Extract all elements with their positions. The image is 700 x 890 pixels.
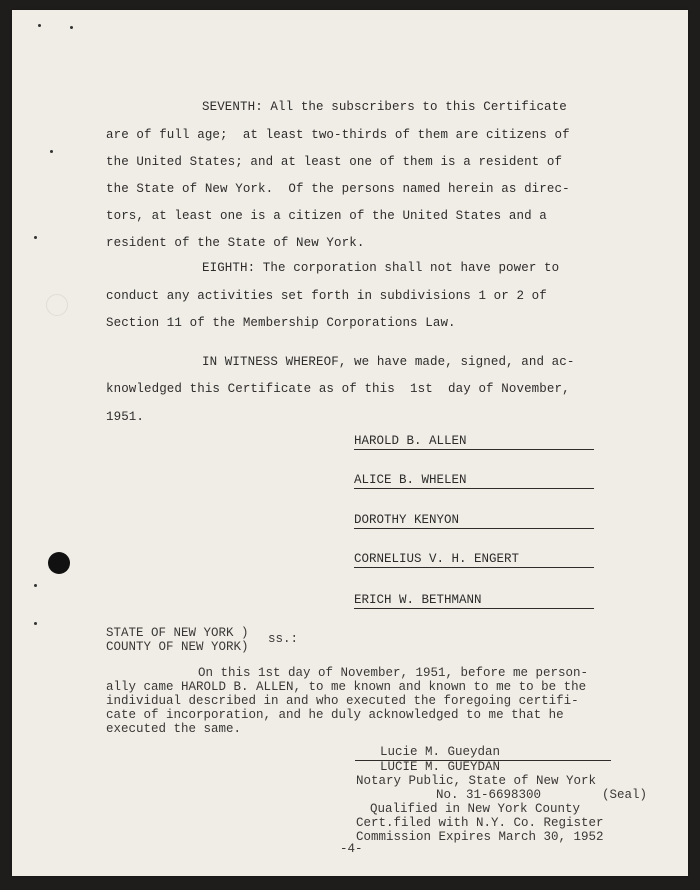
seventh-line: tors, at least one is a citizen of the United States and a bbox=[106, 209, 547, 223]
venue-county: COUNTY OF NEW YORK) bbox=[106, 640, 249, 654]
seventh-line: are of full age; at least two-thirds of them are citizens of bbox=[106, 128, 570, 142]
seventh-line: the State of New York. Of the persons named herein as direc- bbox=[106, 182, 570, 196]
acknowledgment-line: executed the same. bbox=[106, 722, 242, 736]
witness-line: 1951. bbox=[106, 410, 145, 424]
notary-name: LUCIE M. GUEYDAN bbox=[380, 760, 501, 774]
punch-hole-mark bbox=[46, 294, 68, 316]
margin-dot bbox=[38, 24, 41, 27]
witness-line: IN WITNESS WHEREOF, we have made, signed, and ac- bbox=[202, 355, 575, 369]
margin-dot bbox=[50, 150, 53, 153]
signatory-name: CORNELIUS V. H. ENGERT bbox=[354, 552, 520, 566]
notary-signature: Lucie M. Gueydan bbox=[380, 745, 501, 759]
acknowledgment-line: individual described in and who executed the foregoing certifi- bbox=[106, 694, 579, 708]
signature-line bbox=[354, 592, 594, 609]
signature-line bbox=[354, 472, 594, 489]
seventh-line: resident of the State of New York. bbox=[106, 236, 365, 250]
acknowledgment-line: cate of incorporation, and he duly acknowledged to me that he bbox=[106, 708, 564, 722]
eighth-line: Section 11 of the Membership Corporations Law. bbox=[106, 316, 456, 330]
notary-cert-filed: Cert.filed with N.Y. Co. Register bbox=[356, 816, 604, 830]
notary-expires: Commission Expires March 30, 1952 bbox=[356, 830, 604, 844]
margin-dot bbox=[70, 26, 73, 29]
margin-dot bbox=[34, 584, 37, 587]
document-page bbox=[12, 10, 688, 876]
notary-qualified: Qualified in New York County bbox=[370, 802, 581, 816]
acknowledgment-line: On this 1st day of November, 1951, before me person- bbox=[198, 666, 589, 680]
venue-ss: ss.: bbox=[268, 632, 299, 646]
notary-title: Notary Public, State of New York bbox=[356, 774, 597, 788]
notary-number: No. 31-6698300 bbox=[436, 788, 542, 802]
signatory-name: ALICE B. WHELEN bbox=[354, 473, 467, 487]
witness-line: knowledged this Certificate as of this 1st day of November, bbox=[106, 382, 570, 396]
page-number: -4- bbox=[340, 842, 363, 856]
margin-dot bbox=[34, 236, 37, 239]
eighth-line: EIGHTH: The corporation shall not have power to bbox=[202, 261, 560, 275]
signature-line bbox=[354, 433, 594, 450]
seventh-line: SEVENTH: All the subscribers to this Certificate bbox=[202, 100, 567, 114]
margin-dot bbox=[34, 622, 37, 625]
signatory-name: DOROTHY KENYON bbox=[354, 513, 460, 527]
punch-hole bbox=[48, 552, 70, 574]
venue-state: STATE OF NEW YORK ) bbox=[106, 626, 249, 640]
acknowledgment-line: ally came HAROLD B. ALLEN, to me known and known to me to be the bbox=[106, 680, 587, 694]
signatory-name: HAROLD B. ALLEN bbox=[354, 434, 467, 448]
signature-line bbox=[354, 512, 594, 529]
notary-seal: (Seal) bbox=[602, 788, 648, 802]
eighth-line: conduct any activities set forth in subdivisions 1 or 2 of bbox=[106, 289, 547, 303]
signatory-name: ERICH W. BETHMANN bbox=[354, 593, 482, 607]
seventh-line: the United States; and at least one of them is a resident of bbox=[106, 155, 563, 169]
signature-line bbox=[354, 551, 594, 568]
